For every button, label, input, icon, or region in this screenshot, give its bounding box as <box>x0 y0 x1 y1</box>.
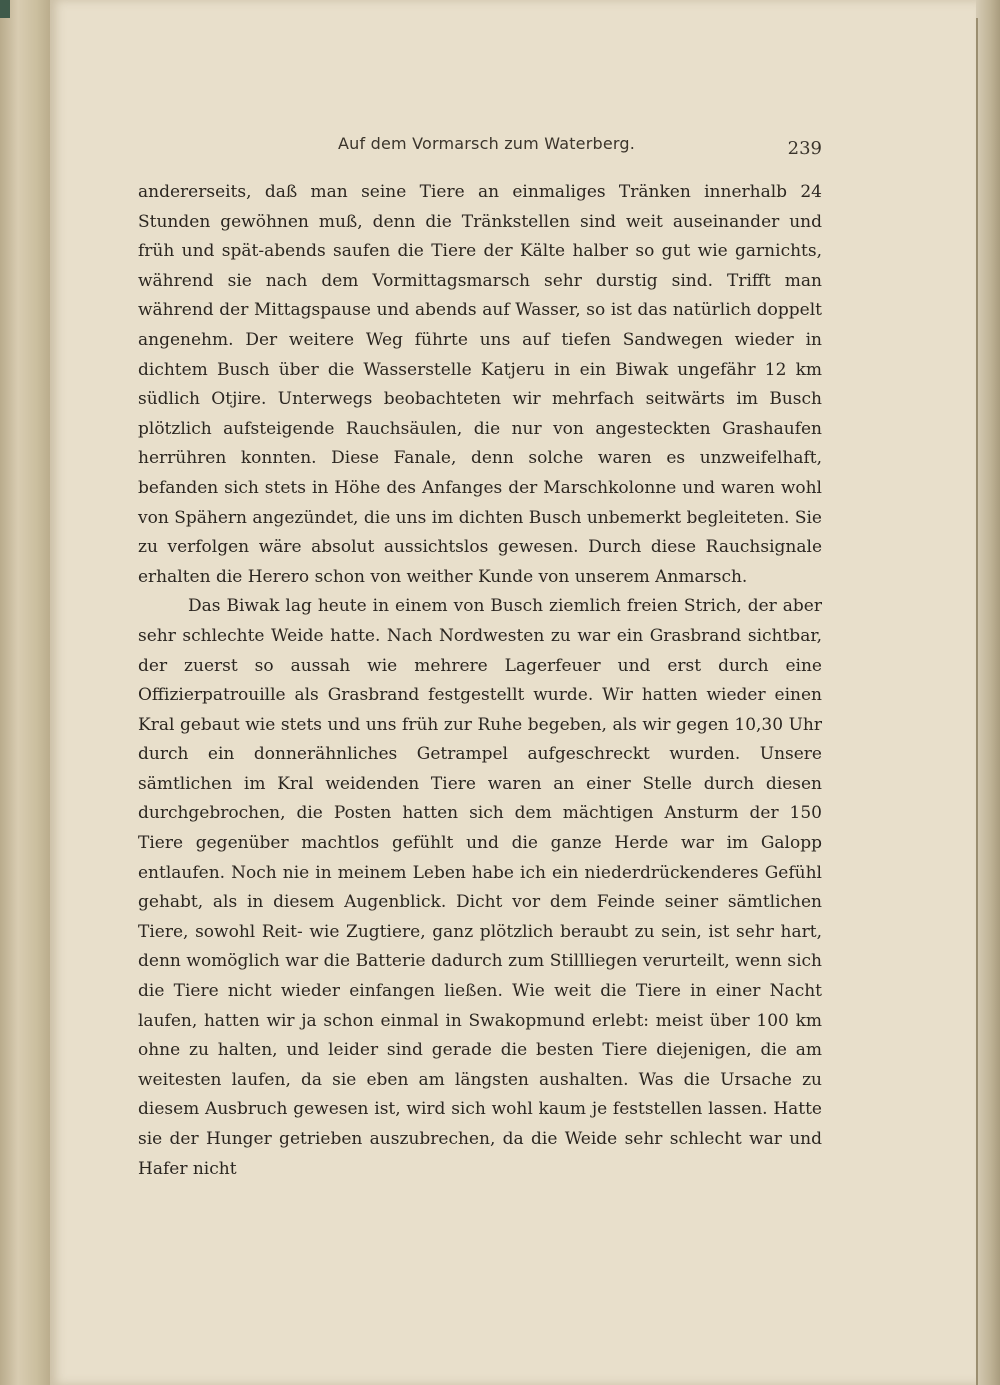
previous-page-edge <box>0 0 52 1385</box>
running-head: Auf dem Vormarsch zum Waterberg. <box>338 134 636 153</box>
paragraph-1: andererseits, daß man seine Tiere an einmaliges Tränken innerhalb 24 Stunden gewöhnen muß, denn die Tränkstellen sind weit auseinander und früh und spät-abends saufen die Tiere der Kälte halber so gut wie garnichts, während sie nach dem Vormittagsmarsch sehr durstig sind. Trifft man während der Mittagspause und abends auf Wasser, so ist das natürlich doppelt angenehm. Der weitere Weg führte uns auf tiefen Sandwegen wieder in dichtem Busch über die Wasserstelle Katjeru in ein Biwak ungefähr 12 km südlich Otjire. Unterwegs beobachteten wir mehrfach seitwärts im Busch plötzlich aufsteigende Rauchsäulen, die nur von angesteckten Grashaufen herrühren konnten. Diese Fanale, denn solche waren es unzweifelhaft, befanden sich stets in Höhe des Anfanges der Marschkolonne und waren wohl von Spähern angezündet, die uns im dichten Busch unbemerkt begleiteten. Sie zu verfolgen wäre absolut aussichtslos gewesen. Durch diese Rauchsignale erhalten die Herero schon von weither Kunde von unserem Anmarsch. <box>138 182 822 587</box>
page-stack-edge <box>976 0 1000 1385</box>
page-edge-rule <box>976 18 978 1385</box>
page-header <box>138 132 822 162</box>
page-number: 239 <box>787 138 822 159</box>
paragraph-2: Das Biwak lag heute in einem von Busch ziemlich freien Strich, der aber sehr schlechte Weide hatte. Nach Nordwesten zu war ein Grasbrand sichtbar, der zuerst so aussah wie mehrere Lagerfeuer und erst durch eine Offizierpatrouille als Grasbrand festgestellt wurde. Wir hatten wieder einen Kral gebaut wie stets und uns früh zur Ruhe begeben, als wir gegen 10,30 Uhr durch ein donnerähnliches Getrampel aufgeschreckt wurden. Unsere sämtlichen im Kral weidenden Tiere waren an einer Stelle durch diesen durchgebrochen, die Posten hatten sich dem mächtigen Ansturm der 150 Tiere gegenüber machtlos gefühlt und die ganze Herde war im Galopp entlaufen. Noch nie in meinem Leben habe ich ein niederdrückenderes Gefühl gehabt, als in diesem Augenblick. Dicht vor dem Feinde seiner sämtlichen Tiere, sowohl Reit- wie Zugtiere, ganz plötzlich beraubt zu sein, ist sehr hart, denn womöglich war die Batterie dadurch zum Stillliegen verurteilt, wenn sich die Tiere nicht wieder einfangen ließen. Wie weit die Tiere in einer Nacht laufen, hatten wir ja schon einmal in Swakopmund erlebt: meist über 100 km ohne zu halten, und leider sind gerade die besten Tiere diejenigen, die am weitesten laufen, da sie eben am längsten aushalten. Was die Ursache zu diesem Ausbruch gewesen ist, wird sich wohl kaum je feststellen lassen. Hatte sie der Hunger getrieben auszubrechen, da die Weide sehr schlecht war und Hafer nicht <box>138 596 822 1179</box>
binding-edge <box>0 0 10 18</box>
body-text <box>138 178 822 1184</box>
